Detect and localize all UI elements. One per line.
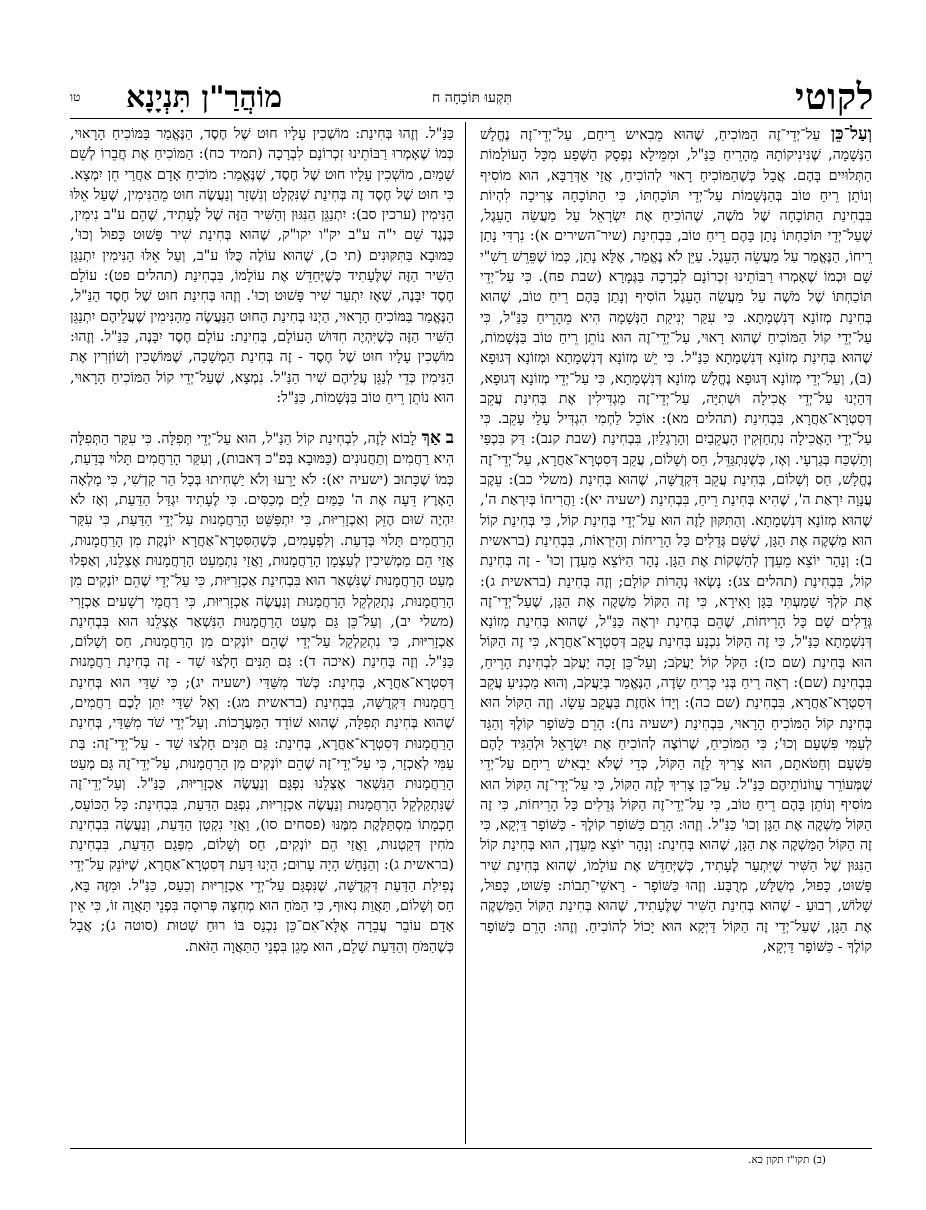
right-column-text xyxy=(480,124,872,957)
opening-word: וְעַל־כֵּן xyxy=(830,124,872,144)
right-column xyxy=(480,124,872,1144)
book-title-right: לקוטי xyxy=(795,76,874,118)
section-subtitle: תִּקְעוּ תּוֹכָחָה ח xyxy=(431,90,513,106)
left-column xyxy=(70,124,454,1144)
footnote-rule xyxy=(70,1148,872,1149)
left-paragraph-two xyxy=(70,428,454,957)
footnote: (ב) תקו"ז תקון כא. xyxy=(748,1154,826,1166)
book-title-left: מוֹהֲרַ"ן תִּנְיָנָא xyxy=(126,80,283,115)
running-header xyxy=(70,78,874,118)
left-paragraph-one: כַּנַּ"ל. וְזֶהוּ בְּחִינַת: מוֹשְׁכִין עָלָיו חוּט שֶׁל חֶסֶד, הַנֶּאֱמַר בַּמּוֹכִיחַ הָרָאוּי, כְּמוֹ שֶׁאָמְרוּ רַבּוֹתֵינוּ זִכְרוֹנָם לִבְרָכָה (תמיד כח): הַמּוֹכִיחַ אֶת חֲבֵרוֹ לְשֵׁם שָׁמַיִם, מוֹשְׁכִין עָלָיו חוּט שֶׁל חֶסֶד, שֶׁנֶּאֱמַר: מוֹכִיחַ אָדָם אַחֲרַי חֵן יִמְצָא. כִּי חוּט שֶׁל חֶסֶד זֶה בְּחִינַת שֶׁנִּקְלָט וְנִשְׁזָר וְנַעֲשֶׂה חוּט מֵהַנִּימִין, שֶׁעַל אֵלּוּ הַנִּימִין (ערכין סב): יִתְנַגֵּן הַנִּגּוּן וְהַשִּׁיר הַזֶּה שֶׁל לֶעָתִיד, שֶׁהֵם ע"ב נִימִין, כְּנֶגֶד שֵׁם י"ה ע"ב יק"ו יקו"ק, שֶׁהוּא בְּחִינַת שִׁיר פָּשׁוּט כָּפוּל וְכוּ', כַּמּוּבָא בַּתִּקּוּנִים (תי כ), שֶׁהוּא עוֹלֶה כֻּלּוֹ ע"ב, וְעַל אֵלּוּ הַנִּימִין יִתְנַגֵּן הַשִּׁיר הַזֶּה שֶׁלֶּעָתִיד כְּשֶׁיְּחַדֵּשׁ אֶת עוֹלָמוֹ, בִּבְחִינַת (תהלים פט): עוֹלָם חֶסֶד יִבָּנֶה, שֶׁאָז יִתְעַר שִׁיר פָּשׁוּט וְכוּ'. וְזֶהוּ בְּחִינַת חוּט שֶׁל חֶסֶד הַנַּ"ל, הַנֶּאֱמַר בַּמּוֹכִיחַ הָרָאוּי, הַיְנוּ בְּחִינַת הַחוּט הַנַּעֲשֶׂה מֵהַנִּימִין שֶׁעֲלֵיהֶם יִתְנַגֵּן הַשִּׁיר הַזֶּה כְּשֶׁיִּהְיֶה חִדּוּשׁ הָעוֹלָם, בְּחִינַת: עוֹלָם חֶסֶד יִבָּנֶה, כַּנַּ"ל. וְזֶהוּ: מוֹשְׁכִין עָלָיו חוּט שֶׁל חֶסֶד - זֶה בְּחִינַת הַמְשָׁכָה, שֶׁמּוֹשְׁכִין וְשׁוֹזְרִין אֶת הַנִּימִין כְּדֵי לְנַגֵּן עֲלֵיהֶם שִׁיר הַנַּ"ל. נִמְצָא, שֶׁעַל־יְדֵי קוֹל הַמּוֹכִיחַ הָרָאוּי, הוּא נוֹתֵן רֵיחַ טוֹב בַּנְּשָׁמוֹת, כַּנַּ"ל: xyxy=(70,126,454,406)
section-opening-word: אַךְ xyxy=(421,428,441,449)
right-column-body: עַל־יְדֵי־זֶה הַמּוֹכִיחַ, שֶׁהוּא מֵבִאיש רֵיחַם, עַל־יְדֵי־זֶה נֶחֱלָשׁ הַנְּשָׁמָה, שֶׁנִּינִיקוֹתָהּ מֵהָרֵיחַ כַּנַּ"ל, וּמִמֵּילָא נִפְסָק הַשֶּׁפַע מִכָּל הָעוֹלָמוֹת הַתְּלוּיִים בָּהֶם. אֲבָל כְּשֶׁהַמּוֹכִיחַ רָאוּי לְהוֹכִיחַ, אֲזַי אַדְּרַבָּא, הוּא מוֹסִיף וְנוֹתֵן רֵיחַ טוֹב בְּהַנְּשָׁמוֹת עַל־יְדֵי תּוֹכַחְתּוֹ, כִּי הַתּוֹכָחָה צְרִיכָה לִהְיוֹת בִּבְחִינַת הַתּוֹכָחָה שֶׁל מֹשֶׁה, שֶׁהוֹכִיחַ אֶת יִשְׂרָאֵל עַל מַעֲשֵׂה הָעֵגֶל, שֶׁעַל־יְדֵי תּוֹכַחְתּוֹ נָתַן בָּהֶם רֵיחַ טוֹב, בִּבְחִינַת (שיר־השירים א): נִרְדִּי נָתַן רֵיחוֹ, הַנֶּאֱמַר עַל מַעֲשֵׂה הָעֵגֶל. עַיֵּן לֹא נֶאֱמַר, אֶלָּא נָתַן, כְּמוֹ שֶׁפֵּרֵשׁ רַשִׁ"י שָׁם וּכְמוֹ שֶׁאָמְרוּ רַבּוֹתֵינוּ זִכְרוֹנָם לִבְרָכָה בַּגְּמָרָא (שבת פח). כִּי עַל־יְדֵי תּוֹכַחְתּוֹ שֶׁל מֹשֶׁה עַל מַעֲשֵׂה הָעֵגֶל הוֹסִיף וְנָתַן בָּהֶם רֵיחַ טוֹב, שֶׁהוּא בְּחִינַת מְזוֹנָא דְּנִשְׁמָתָא. כִּי עִקַּר יְנִיקַת הַנְּשָׁמָה הִיא מֵהָרֵיחַ כַּנַּ"ל, כִּי עַל־יְדֵי קוֹל הַמּוֹכִיחַ שֶׁהוּא רָאוּי, עַל־יְדֵי־זֶה הוּא נוֹתֵן רֵיחַ טוֹב בַּנְּשָׁמוֹת, שֶׁהוּא בְּחִינַת מְזוֹנָא דְּנִשְׁמָתָא כַּנַּ"ל. כִּי יֵשׁ מְזוֹנָא דְּנִשְׁמָתָא וּמְזוֹנָא דְּגוּפָא (ב), וְעַל־יְדֵי מְזוֹנָא דְּגוּפָא נֶחֱלָשׁ מְזוֹנָא דְּנִשְׁמָתָא, כִּי עַל־יְדֵי מְזוֹנָא דְּגוּפָא, דְּהַיְנוּ עַל־יְדֵי אֲכִילָה וּשְׁתִיָּה, עַל־יְדֵי־זֶה מַגְדִּילִין אֶת בְּחִינַת עֲקֵב דְּסִטְרָא־אַחֲרָא, בִּבְחִינַת (תהלים מא): אוֹכֵל לַחְמִי הִגְדִּיל עָלַי עָקֵב. כִּי עַל־יְדֵי הָאֲכִילָה נִתְחַזְּקִין הָעֲקֵבַיִם וְהָרַגְלַיִן, בִּבְחִינַת (שבת קנב): דַּק בִּכְפַּי וְתַשְׁכַּח בְּגַרְעָי. וְאָז, כְּשֶׁנִּתְגַּדֵּל, חַס וְשָׁלוֹם, עֲקֵב דְּסִטְרָא־אַחֲרָא, עַל־יְדֵי־זֶה נֶחֱלָשׁ, חַס וְשָׁלוֹם, בְּחִינַת עֲקֵב דִּקְדֻשָּׁה, שֶׁהוּא בְּחִינַת (משלי כב): עֵקֶב עֲנָוָה יִרְאַת ה', שֶׁהִיא בְּחִינַת רֵיחַ, בִּבְחִינַת (ישעיה יא): וַהֲרִיחוֹ בְּיִרְאַת ה', שֶׁהוּא מְזוֹנָא דְּנִשְׁמָתָא. וְהַתִּקּוּן לָזֶה הוּא עַל־יְדֵי בְּחִינַת קוֹל, כִּי בְּחִינַת קוֹל הוּא מַשְׁקֶה אֶת הַגָּן, שֶׁשָּׁם גְּדֵלִים כָּל הָרֵיחוֹת וְהַיִּרְאוֹת, בִּבְחִינַת (בראשית ב): וְנָהָר יוֹצֵא מֵעֵדֶן לְהַשְׁקוֹת אֶת הַגָּן. נָהָר הַיּוֹצֵא מֵעֵדֶן וְכוּ' - זֶה בְּחִינַת קוֹל, בִּבְחִינַת (תהלים צג): נָשְׂאוּ נְהָרוֹת קוֹלָם; וְזֶה בְּחִינַת (בראשית ג): אֶת קֹלְךָ שָׁמַעְתִּי בַּגָּן וָאִירָא, כִּי זֶה הַקּוֹל מַשְׁקֶה אֶת הַגָּן, שֶׁעַל־יְדֵי־זֶה גְּדֵלִים שָׁם כָּל הָרֵיחוֹת, שֶׁהֵם בְּחִינַת יִרְאָה כַּנַּ"ל, שֶׁהוּא בְּחִינַת מְזוֹנָא דְּנִשְׁמָתָא כַּנַּ"ל, כִּי זֶה הַקּוֹל נִכְנָע בְּחִינַת עֲקֵב דְּסִטְרָא־אַחֲרָא, כִּי זֶה הַקּוֹל הוּא בְּחִינַת (שם כז): הַקֹּל קוֹל יַעֲקֹב; וְעַל־כֵּן זָכָה יַעֲקֹב לִבְחִינַת הָרֵיחַ, בִּבְחִינַת (שם): רְאֵה רֵיחַ בְּנִי כְּרֵיחַ שָׂדֶה, הַנֶּאֱמַר בְּיַעֲקֹב, וְהוּא מַכְנִיעַ עֲקֵב דְּסִטְרָא־אַחֲרָא, בִּבְחִינַת (שם כה): וְיָדוֹ אֹחֶזֶת בַּעֲקֵב עֵשָׂו. וְזֶה הַקּוֹל הוּא בְּחִינַת קוֹל הַמּוֹכִיחַ הָרָאוּי, בִּבְחִינַת (ישעיה נח): הָרֵם כַּשּׁוֹפָר קוֹלֶךָ וְהַגֵּד לְעַמִּי פִּשְׁעָם וְכוּ'; כִּי הַמּוֹכִיחַ, שֶׁרוֹצֶה לְהוֹכִיחַ אֶת יִשְׂרָאֵל וּלְהַגִּיד לָהֶם פִּשְׁעָם וְחַטֹּאתָם, הוּא צָרִיךְ לָזֶה הַקּוֹל, כְּדֵי שֶׁלֹּא יַבְאִישׁ רֵיחָם עַל־יְדֵי שֶׁמְּעוֹרֵר עֲווֹנוֹתֵיהֶם כַּנַּ"ל. עַל־כֵּן צָרִיךְ לָזֶה הַקּוֹל, כִּי עַל־יְדֵי־זֶה הַקּוֹל הוּא מוֹסִיף וְנוֹתֵן בָּהֶם רֵיחַ טוֹב, כִּי עַל־יְדֵי־זֶה הַקּוֹל גְּדֵלִים כָּל הָרֵיחוֹת, כִּי זֶה הַקּוֹל מַשְׁקֶה אֶת הַגָּן וְכוּ' כַּנַּ"ל. וְזֶהוּ: הָרֵם כַּשּׁוֹפָר קוֹלֶךָ - כַּשּׁוֹפָר דַּיְקָא, כִּי זֶה הַקּוֹל הַמַּשְׁקֶה אֶת הַגָּן, שֶׁהוּא בְּחִינַת: וְנָהָר יוֹצֵא מֵעֵדֶן, הוּא בְּחִינַת קוֹל הַנִּגּוּן שֶׁל הַשִּׁיר שֶׁיִּתְעַר לֶעָתִיד, כְּשֶׁיְּחַדֵּשׁ אֶת עוֹלָמוֹ, שֶׁהוּא בְּחִינַת שִׁיר פָּשׁוּט, כָּפוּל, מְשֻׁלָּשׁ, מְרֻבָּע. וְזֶהוּ כַּשּׁוֹפָר - רָאשֵׁי־תֵבוֹת: פָּשׁוּט, כָּפוּל, שָׁלוֹשׁ, רְבוּעַ - שֶׁהוּא בְּחִינַת הַשִּׁיר שֶׁלֶּעָתִיד, שֶׁהוּא בְּחִינַת הַקּוֹל הַמַּשְׁקֶה אֶת הַגָּן, שֶׁעַל־יְדֵי זֶה הַקּוֹל דַּיְקָא הוּא יָכוֹל לְהוֹכִיחַ. וְזֶהוּ: הָרֵם כַּשּׁוֹפָר קוֹלֶךָ - כַּשּׁוֹפָר דַּיְקָא, xyxy=(480,127,872,955)
column-divider xyxy=(465,122,466,1144)
section-number: ב xyxy=(445,428,454,449)
page-number: טו xyxy=(70,90,81,104)
section-body: לָבוֹא לָזֶה, לִבְחִינַת קוֹל הַנַּ"ל, הוּא עַל־יְדֵי תְּפִלָּה. כִּי עִקַּר הַתְּפִלָּה הִיא רַחֲמִים וְתַחֲנוּנִים (כַּמּוּבָא בְּפ"כ דְּאבות), וְעִקַּר הָרַחֲמִים תָּלוּי בְּדַעַת, כְּמוֹ שֶׁכָּתוּב (ישעיה יא): לֹא יָרֵעוּ וְלֹא יַשְׁחִיתוּ בְּכָל הַר קָדְשִׁי, כִּי מָלְאָה הָאָרֶץ דֵּעָה אֶת ה' כַּמַּיִם לַיָּם מְכַסִּים. כִּי לֶעָתִיד יִגְדַּל הַדַּעַת, וְאָז לֹא יִהְיֶה שׁוּם הֶזֵּק וְאַכְזָרִיּוּת, כִּי יִתְפַּשֵּׁט הָרַחֲמָנוּת עַל־יְדֵי הַדַּעַת, כִּי עִקַּר הָרַחֲמִים תָּלוּי בְּדַעַת. וְלִפְעָמִים, כְּשֶׁהַסִּטְרָא־אַחֲרָא יוֹנֶקֶת מִן הָרַחֲמָנוּת, אֲזַי הֵם מַמְשִׁיכִין לְעַצְמָן הָרַחֲמָנוּת, וַאֲזַי נִתְמַעֵט הָרַחֲמָנוּת אֶצְלֵנוּ, וְאַפְלוּ מְעַט הָרַחֲמָנוּת שֶׁנִּשְׁאַר הוּא בִּבְחִינַת אַכְזָרִיּוּת, כִּי עַל־יְדֵי שֶׁהֵם יוֹנְקִים מִן הָרַחֲמָנוּת, נִתְקַלְקֵל הָרַחֲמָנוּת וְנַעֲשֶׂה אַכְזָרִיּוּת, כִּי רַחֲמֵי רְשָׁעִים אַכְזָרִי (משלי יב), וְעַל־כֵּן גַּם מְעַט הָרַחֲמָנוּת הַנִּשְׁאַר אֶצְלֵנוּ הוּא בִּבְחִינַת אַכְזָרִיּוּת, כִּי נִתְקַלְקֵל עַל־יְדֵי שֶׁהֵם יוֹנְקִים מִן הָרַחֲמָנוּת, חַס וְשָׁלוֹם, כַּנַּ"ל. וְזֶה בְּחִינַת (איכה ד): גַּם תַּנִּים חָלְצוּ שַׁד - זֶה בְּחִינַת רַחֲמָנוּת דְּסִטְרָא־אַחֲרָא, בְּחִינַת: כְּשֹׁד מִשַּׁדַּי (ישעיה יג); כִּי שַׁדַּי הוּא בְּחִינַת רַחֲמָנוּת דִּקְדֻשָּׁה, בִּבְחִינַת (בראשית מג): וְאֵל שַׁדַּי יִתֵּן לָכֶם רַחֲמִים, שֶׁהוּא בְּחִינַת תְּפִלָּה, שֶׁהוּא שׁוֹדֵד הַמַּעֲרָכוֹת. וְעַל־יְדֵי שֹׁד מִשַּׁדַּי, בְּחִינַת הָרַחֲמָנוּת דְּסִטְרָא־אַחֲרָא, בְּחִינַת: גַּם תַּנִּים חָלְצוּ שַׁד - עַל־יְדֵי־זֶה: בַּת עַמִּי לְאַכְזָר, כִּי עַל־יְדֵי־זֶה שֶׁהֵם יוֹנְקִים מִן הָרַחֲמָנוּת, עַל־יְדֵי־זֶה גַּם מְעַט הָרַחֲמָנוּת הַנִּשְׁאַר אֶצְלֵנוּ נִפְגָּם וְנַעֲשֶׂה אַכְזָרִיּוּת, כַּנַּ"ל. וְעַל־יְדֵי־זֶה שֶׁנִּתְקַלְקֵל הָרַחֲמָנוּת וְנַעֲשֶׂה אַכְזָרִיּוּת, נִפְגַּם הַדַּעַת, בִּבְחִינַת: כָּל הַכּוֹעֵס, חָכְמָתוֹ מִסְתַּלֶּקֶת מִמֶּנּוּ (פסחים סו), וַאֲזַי נִקְטָן הַדַּעַת, וְנַעֲשֶׂה בִּבְחִינַת מֹחִין דְּקַטְנוּת, וַאֲזַי הֵם יוֹנְקִים, חַס וְשָׁלוֹם, מִפְּגַם הַדַּעַת, בִּבְחִינַת (בראשית ג): וְהַנָּחָשׁ הָיָה עָרוּם; הַיְנוּ דַּעַת דְּסִטְרָא־אַחֲרָא, שֶׁיּוֹנֵק עַל־יְדֵי נְפִילַת הַדַּעַת דִּקְדֻשָּׁה, שֶׁנִּפְגַּם עַל־יְדֵי אַכְזָרִיּוּת וְכַעַס, כַּנַּ"ל. וּמִזֶּה בָּא, חַס וְשָׁלוֹם, תַּאֲוַת נִאוּף, כִּי הַמֹּחַ הוּא מְחִצָּה פְּרוּסָה בִּפְנֵי תַּאֲוָה זוֹ, כִּי אֵין אָדָם עוֹבֵר עֲבֵרָה אֶלָּא־אִם־כֵּן נִכְנַס בּוֹ רוּחַ שְׁטוּת (סוטה ג); אֲבָל כְּשֶׁהַמֹּחַ וְהַדַּעַת שָׁלֵם, הוּא מָגֵן בִּפְנֵי הַתַּאֲוָה הַזֹּאת. xyxy=(70,431,454,955)
header-rule xyxy=(70,118,872,119)
section-gap xyxy=(70,408,454,428)
